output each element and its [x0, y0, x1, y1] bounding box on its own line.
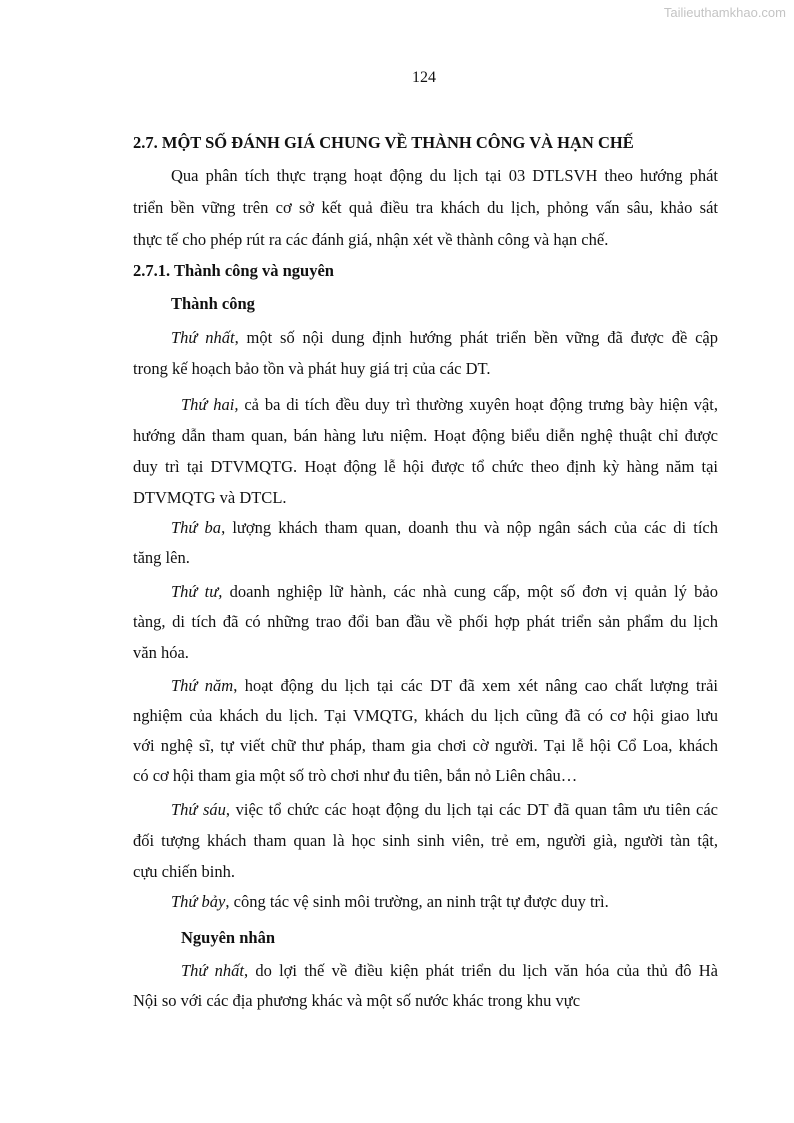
- success-heading: Thành công: [171, 294, 255, 313]
- para-5-line-1: Thứ năm, hoạt động du lịch tại các DT đã xem xét nâng cao chất lượng trải: [171, 676, 719, 695]
- para-5-line-3: với nghệ sĩ, tự viết chữ thư pháp, tham gia chơi cờ người. Tại lễ hội Cổ Loa, khách: [133, 736, 718, 755]
- page-number: 124: [412, 69, 436, 86]
- para-2-line-4: DTVMQTG và DTCL.: [133, 488, 287, 507]
- para-2-lead: Thứ hai,: [181, 395, 239, 414]
- para-6-line-1: Thứ sáu, việc tổ chức các hoạt động du lịch tại các DT đã quan tâm ưu tiên các: [171, 800, 718, 819]
- para-4-line-3: văn hóa.: [133, 643, 189, 662]
- para-2-line-3: duy trì tại DTVMQTG. Hoạt động lễ hội được tổ chức theo định kỳ hàng năm tại: [133, 457, 718, 476]
- para-1-lead: Thứ nhất: [171, 328, 235, 347]
- para-2-line-1: Thứ hai, cả ba di tích đều duy trì thường xuyên hoạt động trưng bày hiện vật,: [181, 395, 718, 414]
- para-7-lead: Thứ bảy: [171, 892, 226, 911]
- para-6-lead: Thứ sáu: [171, 800, 226, 819]
- para-1-line-1: Thứ nhất, một số nội dung định hướng phát triển bền vững đã được đề cập: [171, 328, 718, 347]
- para-4-line-1: Thứ tư, doanh nghiệp lữ hành, các nhà cung cấp, một số đơn vị quản lý bảo: [171, 582, 718, 601]
- para-1-line-2: trong kế hoạch bảo tồn và phát huy giá trị của các DT.: [133, 359, 491, 378]
- intro-line-3: thực tế cho phép rút ra các đánh giá, nhận xét về thành công và hạn chế.: [133, 230, 609, 249]
- para-5-lead: Thứ năm: [171, 676, 234, 695]
- para-8-lead: Thứ nhất: [181, 961, 244, 980]
- para-8-line-2: Nội so với các địa phương khác và một số nước khác trong khu vực: [133, 991, 581, 1010]
- intro-line-1: Qua phân tích thực trạng hoạt động du lịch tại 03 DTLSVH theo hướng phát: [171, 166, 718, 185]
- para-7-line-1: Thứ bảy, công tác vệ sinh môi trường, an ninh trật tự được duy trì.: [171, 892, 609, 911]
- para-2-line-2: hướng dẫn tham quan, bán hàng lưu niệm. Hoạt động biểu diễn nghệ thuật chỉ được: [133, 426, 718, 445]
- cause-heading: Nguyên nhân: [181, 928, 275, 947]
- para-5-line-2: nghiệm của khách du lịch. Tại VMQTG, khách du lịch cũng đã có cơ hội giao lưu: [133, 706, 718, 725]
- para-8-line-1: Thứ nhất, do lợi thế về điều kiện phát triển du lịch văn hóa của thủ đô Hà: [181, 961, 718, 980]
- para-3-line-2: tăng lên.: [133, 548, 190, 567]
- subsection-title: 2.7.1. Thành công và nguyên: [133, 261, 334, 280]
- para-3-line-1: Thứ ba, lượng khách tham quan, doanh thu và nộp ngân sách của các di tích: [171, 518, 718, 537]
- watermark: Tailieuthamkhao.com: [663, 5, 786, 20]
- intro-line-2: triển bền vững trên cơ sở kết quả điều tra khách du lịch, phỏng vấn sâu, khảo sát: [133, 198, 718, 217]
- para-5-line-4: có cơ hội tham gia một số trò chơi như đu tiên, bắn nỏ Liên châu…: [133, 766, 578, 785]
- para-6-line-2: đối tượng khách tham quan là học sinh sinh viên, trẻ em, người già, người tàn tật,: [133, 831, 718, 850]
- para-4-line-2: tàng, di tích đã có những trao đổi ban đầu về phối hợp phát triển sản phẩm du lịch: [133, 612, 718, 631]
- para-6-line-3: cựu chiến binh.: [133, 862, 235, 881]
- para-3-lead: Thứ ba: [171, 518, 222, 537]
- para-4-lead: Thứ tư,: [171, 582, 223, 601]
- section-title: 2.7. MỘT SỐ ĐÁNH GIÁ CHUNG VỀ THÀNH CÔNG VÀ HẠN CHẾ: [133, 133, 634, 152]
